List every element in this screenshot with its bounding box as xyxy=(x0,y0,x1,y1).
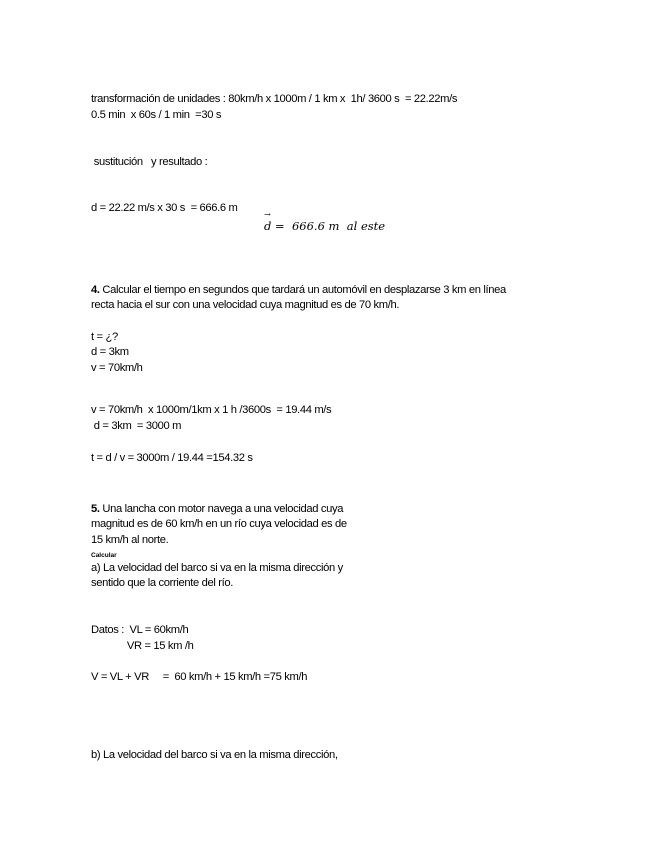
displacement-vector-result xyxy=(264,219,385,233)
problem-5-line-3: 15 km/h al norte. xyxy=(91,534,169,546)
problem-5-sum-result: V = VL + VR = 60 km/h + 15 km/h =75 km/h xyxy=(91,671,308,683)
substitution-heading: sustitución y resultado : xyxy=(91,156,208,168)
problem-5-number: 5. xyxy=(91,503,100,515)
problem-4-v: v = 70km/h xyxy=(91,362,143,374)
problem-4-text-a: Calcular el tiempo en segundos que tardará un automóvil en desplazarse 3 km en línea xyxy=(99,284,506,296)
problem-4-velocity-conversion: v = 70km/h x 1000m/1km x 1 h /3600s = 19.44 m/s xyxy=(91,404,332,416)
problem-5-calcular-label: Calcular xyxy=(91,552,117,559)
problem-4-distance-conversion: d = 3km = 3000 m xyxy=(91,420,182,432)
problem-5-text-a: Una lancha con motor navega a una velocidad cuya xyxy=(99,503,344,515)
vector-d-symbol: → d xyxy=(264,219,271,233)
problem-5-line-2: magnitud es de 60 km/h en un río cuya velocidad es de xyxy=(91,518,347,530)
vector-result-text: = 666.6 m al este xyxy=(271,219,386,233)
problem-5-line-1 xyxy=(91,503,343,516)
problem-5-data-vr: VR = 15 km /h xyxy=(91,640,194,652)
problem-5-data-vl: Datos : VL = 60km/h xyxy=(91,624,189,636)
problem-4-line-1 xyxy=(91,284,506,297)
problem-4-d: d = 3km xyxy=(91,346,129,358)
problem-5-question-b: b) La velocidad del barco si va en la misma dirección, xyxy=(91,749,338,761)
problem-4-result: t = d / v = 3000m / 19.44 =154.32 s xyxy=(91,452,253,464)
time-conversion-line: 0.5 min x 60s / 1 min =30 s xyxy=(91,109,222,121)
problem-4-line-2: recta hacia el sur con una velocidad cuya magnitud es de 70 km/h. xyxy=(91,299,400,311)
problem-5-question-a-line-2: sentido que la corriente del río. xyxy=(91,577,234,589)
displacement-calculation: d = 22.22 m/s x 30 s = 666.6 m xyxy=(91,202,238,214)
problem-4-number: 4. xyxy=(91,284,100,296)
problem-4-t: t = ¿? xyxy=(91,331,118,343)
unit-conversion-line: transformación de unidades : 80km/h x 1000m / 1 km x 1h/ 3600 s = 22.22m/s xyxy=(91,93,458,105)
problem-5-question-a-line-1: a) La velocidad del barco si va en la misma dirección y xyxy=(91,562,343,574)
